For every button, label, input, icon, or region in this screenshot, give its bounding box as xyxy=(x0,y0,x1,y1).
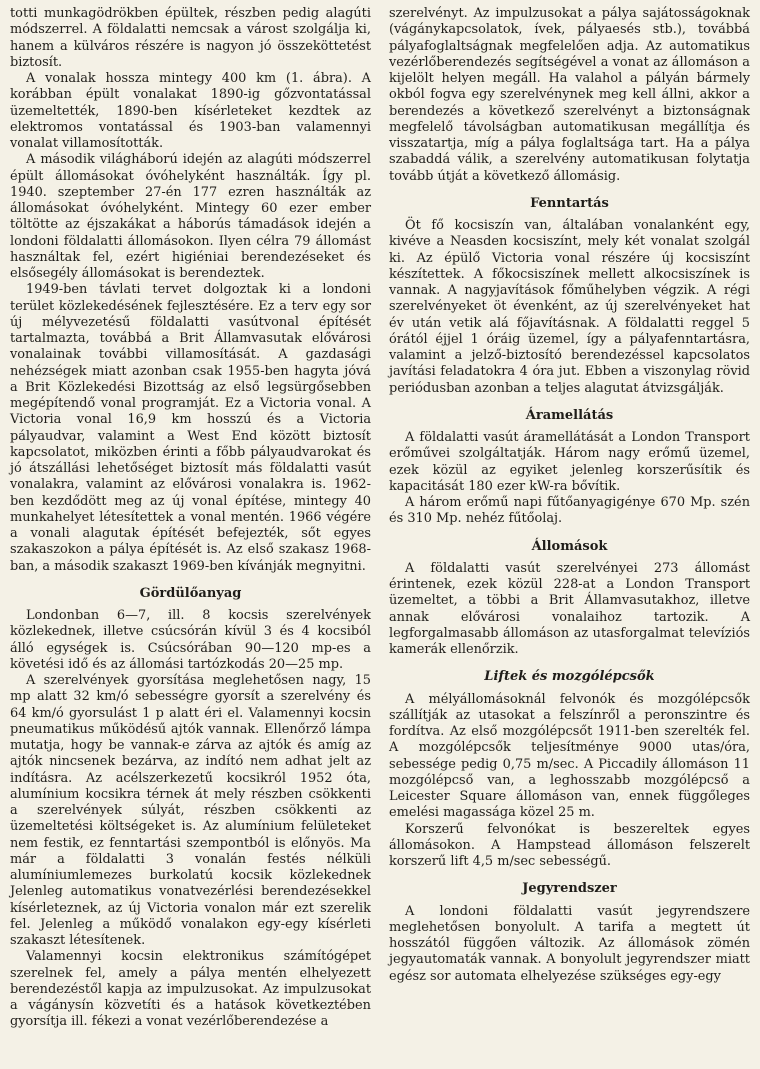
paragraph: Londonban 6—7, ill. 8 kocsis szerelvények közlekednek, illetve csúcsórán kívül 3 és 4 kocsiból álló egységek is. Csúcsórában 90—120 mp-es a követési idő és az állomási tartózkodás 20—25 mp. xyxy=(10,608,371,672)
section-heading: Liftek és mozgólépcsők xyxy=(484,669,655,685)
section-heading: Jegyrendszer xyxy=(522,881,617,897)
right-column xyxy=(389,6,750,1069)
paragraph: totti munkagödrökben épültek, részben pedig alagúti módszerrel. A földalatti nemcsak a várost szolgálja ki, hanem a külváros részére is nagyon jó összeköttetést biztosít. xyxy=(10,6,371,70)
paragraph: A vonalak hossza mintegy 400 km (1. ábra). A korábban épült vonalakat 1890-ig gőzvontatással üzemeltették, 1890-ben kísérleteket kezdtek az elektromos vontatással és 1903-ban valamennyi vonalat villamosították. xyxy=(10,71,371,151)
paragraph: Öt fő kocsiszín van, általában vonalanként egy, kivéve a Neasden kocsiszínt, mely két vonalat szolgál ki. Az épülő Victoria vonal részére új kocsiszínt készítettek. A főkocsiszínek mellett alkocsiszínek is vannak. A nagyjavítások főműhelyben végzik. A régi szerelvényeket öt évenként, az új szerelvényeket hat év után vetik alá főjavításnak. A földalatti reggel 5 órától éjjel 1 óráig üzemel, így a pályafenntartásra, valamint a jelző-biztosító berendezéssel kapcsolatos javítási feladatokra 4 óra jut. Ebben a viszonylag rövid periódusban azonban a teljes alagutat átvizsgálják. xyxy=(389,218,750,396)
paragraph: A földalatti vasút szerelvényei 273 állomást érintenek, ezek közül 228-at a London Transport üzemeltet, a többi a Brit Államvasutakhoz, illetve annak elővárosi vonalaihoz tartozik. A legforgalmasabb állomáson az utasforgalmat televíziós kamerák ellenőrzik. xyxy=(389,560,750,657)
section-heading: Fenntartás xyxy=(530,195,609,211)
paragraph: A második világháború idején az alagúti módszerrel épült állomásokat óvóhelyként használták. Így pl. 1940. szeptember 27-én 177 ezren használták az állomásokat óvóhelyként. Mintegy 60 ezer ember töltötte az éjszakákat a háborús támadások idején a londoni földalatti állomásokon. Ilyen célra 79 állomást használtak fel, ezért higiéniai berendezéseket és elsősegély állomásokat is berendeztek. xyxy=(10,152,371,281)
paragraph: szerelvényt. Az impulzusokat a pálya sajátosságoknak (vágánykapcsolatok, ívek, pályaesés stb.), továbbá pályafoglaltságnak megfelelően adja. Az automatikus vezérlőberendezés segítségével a vonat az állomáson a kijelölt helyen megáll. Ha valahol a pályán bármely okból fogva egy szerelvénynek meg kell állni, akkor a berendezés a következő szerelvényt a biztonságnak megfelelő távolságban automatikusan megállítja és visszatartja, míg a pálya foglaltsága tart. Ha a pálya szabaddá válik, a szerelvény automatikusan folytatja tovább útját a következő állomásig. xyxy=(389,6,750,184)
paragraph: 1949-ben távlati tervet dolgoztak ki a londoni terület közlekedésének fejlesztésére. Ez a terv egy sor új mélyvezetésű földalatti vasútvonal építését tartalmazta, továbbá a Brit Államvasutak elővárosi vonalainak további villamosítását. A gazdasági nehézségek miatt azonban csak 1955-ben hagyta jóvá a Brit Közlekedési Bizottság az első legsürgősebben megépítendő vonal programját. Ez a Victoria vonal. A Victoria vonal 16,9 km hosszú és a Victoria pályaudvar, valamint a West End között biztosít kapcsolatot, miközben érinti a főbb pályaudvarokat és jó átszállási lehetőséget biztosít más földalatti vasút vonalakra, valamint az elővárosi vonalakra is. 1962-ben kezdődött meg az új vonal építése, mintegy 40 munkahelyet létesítettek a vonal mentén. 1966 végére a vonali alagutak építését befejezték, sőt egyes szakaszokon a pálya építését is. Az első szakasz 1968-ban, a második szakaszt 1969-ben kívánják megnyitni. xyxy=(10,282,371,574)
paragraph: A mélyállomásoknál felvonók és mozgólépcsők szállítják az utasokat a felszínről a peronszintre és fordítva. Az első mozgólépcsőt 1911-ben szerelték fel. A mozgólépcsők teljesítménye 9000 utas/óra, sebessége pedig 0,75 m/sec. A Piccadily állomáson 11 mozgólépcső van, a leghosszabb mozgólépcső a Leicester Square állomáson van, ennek függőleges emelési magassága közel 25 m. xyxy=(389,691,750,821)
section-heading: Áramellátás xyxy=(525,407,614,423)
paragraph: A londoni földalatti vasút jegyrendszere meglehetősen bonyolult. A tarifa a megtett út hosszától függően változik. Az állomások zömén jegyautomaták vannak. A bonyolult jegyrendszer miatt egész sor automata elhelyezése szükséges egy-egy xyxy=(389,903,750,984)
paragraph: A három erőmű napi fűtőanyagigénye 670 Mp. szén és 310 Mp. nehéz fűtőolaj. xyxy=(389,495,750,527)
paragraph: Valamennyi kocsin elektronikus számítógépet szerelnek fel, amely a pálya mentén elhelyezett berendezéstől kapja az impulzusokat. Az impulzusokat a vágánysín közvetíti és a hatások következtében gyorsítja ill. fékezi a vonat vezérlőberendezése a xyxy=(10,949,371,1030)
paragraph: A földalatti vasút áramellátását a London Transport erőművei szolgáltatják. Három nagy erőmű üzemel, ezek közül az egyiket jelenleg korszerűsítik és kapacitását 180 ezer kW-ra bővítik. xyxy=(389,430,750,494)
paragraph: Korszerű felvonókat is beszereltek egyes állomásokon. A Hampstead állomáson felszerelt korszerű lift 4,5 m/sec sebességű. xyxy=(389,821,750,869)
section-heading: Állomások xyxy=(531,538,608,554)
section-heading: Gördülőanyag xyxy=(139,585,242,601)
paragraph: A szerelvények gyorsítása meglehetősen nagy, 15 mp alatt 32 km/ó sebességre gyorsít a szerelvény és 64 km/ó gyorsulást 1 p alatt éri el. Valamennyi kocsin pneumatikus működésű ajtók vannak. Ellenőrző lámpa mutatja, hogy be vannak-e zárva az ajtók és amíg az ajtók nincsenek bezárva, az indító nem adhat jelt az indításra. Az acélszerkezetű kocsikról 1952 óta, alumínium kocsikra térnek át mely részben csökkenti a szerelvények súlyát, részben csökkenti az üzemeltetési költségeket is. Az alumínium felületeket nem festik, ez fenntartási szempontból is előnyös. Ma már a földalatti 3 vonalán festés nélküli alumíniumlemezes burkolatú kocsik közlekednek Jelenleg automatikus vonatvezérlési berendezésekkel kísérleteznek, az új Victoria vonalon már ezt szerelik fel. Jelenleg a működő vonalakon egy-egy kísérleti szakaszt létesítenek. xyxy=(10,673,371,948)
left-column xyxy=(10,6,371,1069)
